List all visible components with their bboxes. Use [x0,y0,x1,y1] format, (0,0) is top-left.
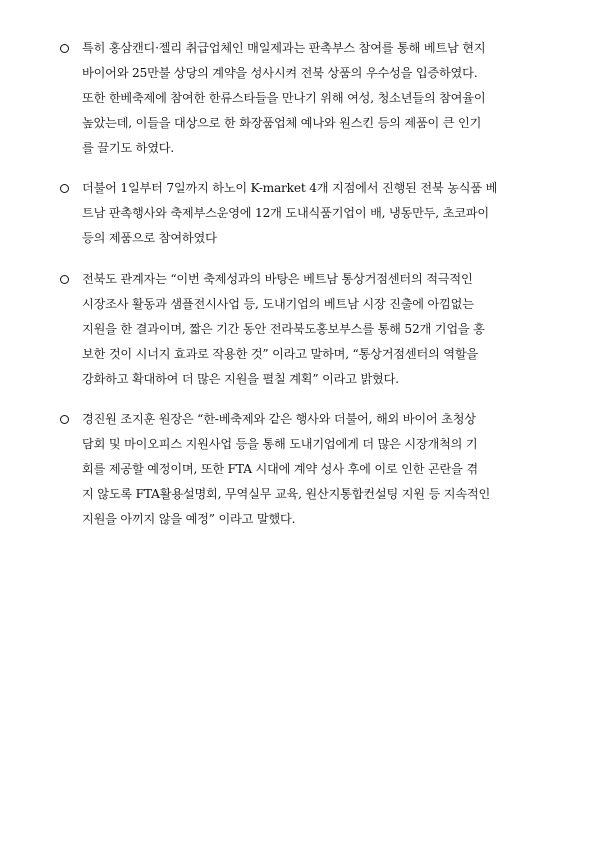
paragraph-line: 전북도 관계자는 “이번 축제성과의 바탕은 베트남 통상거점센터의 적극적인 [82,272,473,286]
paragraph-line: 트남 판촉행사와 축제부스운영에 12개 도내식품기업이 배, 냉동만두, 초코파이 [82,206,489,220]
paragraph-line: 담회 및 마이오피스 지원사업 등을 통해 도내기업에게 더 많은 시장개척의 기 [82,437,478,451]
circle-bullet-icon [60,44,69,53]
paragraph-line: 특히 홍삼캔디·젤리 취급업체인 매일제과는 판촉부스 참여를 통해 베트남 현지 [82,41,486,55]
circle-bullet-icon [60,184,69,193]
paragraph-line: 시장조사 활동과 샘플전시사업 등, 도내기업의 베트남 시장 진출에 아낌없는 [82,297,474,311]
circle-bullet-icon [60,275,69,284]
circle-bullet-icon [60,415,69,424]
paragraph-line: 더불어 1일부터 7일까지 하노이 K-market 4개 지점에서 진행된 전북 농식품 베 [82,181,498,195]
paragraph-line: 회를 제공할 예정이며, 또한 FTA 시대에 계약 성사 후에 이로 인한 곤란을 겪 [82,462,478,476]
paragraph-4 [60,410,545,530]
paragraph-line: 강화하고 확대하여 더 많은 지원을 펼칠 계획” 이라고 밝혔다. [82,372,399,386]
paragraph-line: 높았는데, 이들을 대상으로 한 화장품업체 예나와 원스킨 등의 제품이 큰 인기 [82,116,482,130]
paragraph-2 [60,179,545,249]
paragraph-line: 지원을 한 결과이며, 짧은 기간 동안 전라북도홍보부스를 통해 52개 기업을 홍 [82,322,485,336]
paragraph-1 [60,39,545,159]
paragraph-line: 등의 제품으로 참여하였다 [82,231,217,245]
paragraph-3 [60,270,545,390]
paragraph-line: 경진원 조지훈 원장은 “한-베축제와 같은 행사와 더불어, 해외 바이어 초청상 [82,412,476,426]
paragraph-line: 바이어와 25만불 상당의 계약을 성사시켜 전북 상품의 우수성을 입증하였다. [82,66,478,80]
paragraph-line: 또한 한베축제에 참여한 한류스타들을 만나기 위해 여성, 청소년들의 참여율이 [82,91,486,105]
paragraph-line: 지 않도록 FTA활용설명회, 무역실무 교육, 원산지통합컨설팅 지원 등 지속적인 [82,487,491,501]
paragraph-line: 지원을 아끼지 않을 예정” 이라고 말했다. [82,512,296,526]
paragraph-line: 를 끌기도 하였다. [82,141,175,155]
paragraph-line: 보한 것이 시너지 효과로 작용한 것” 이라고 말하며, “통상거점센터의 역할을 [82,347,478,361]
